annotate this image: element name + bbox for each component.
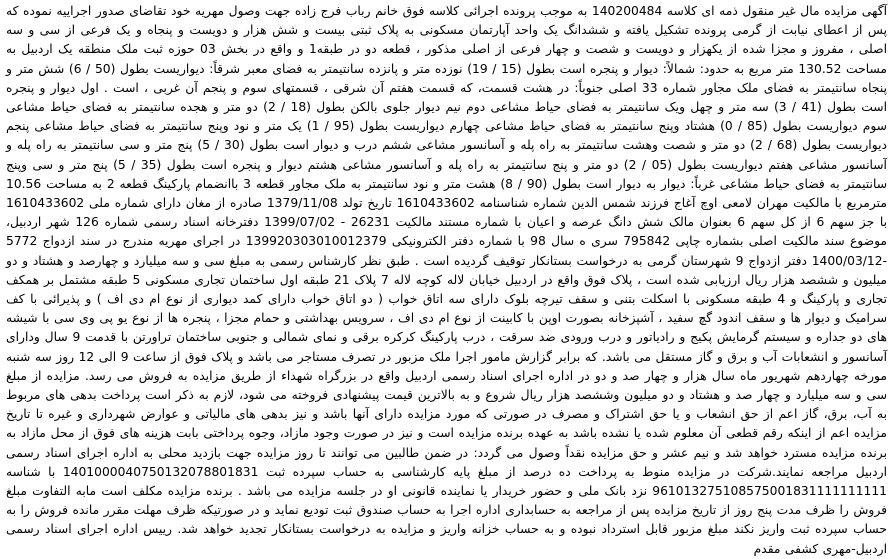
notice-body-text: آگهی مزایده مال غیر منقول ذمه ای کلاسه 140200484 به موجب پرونده اجرائی کلاسه فوق خانم رباب فرج زاده جهت وصول مهریه خود تقاضای صدور اجراییه نموده که پس از اعطای نیابت از گرمی پرونده تشکیل یافته و ششدانگ یک واحد آپارتمان مسکونی به پلاک ثبتی بیست و شش هزار و دویست و پنجاه و یک فرعی از سی و سه اصلی ، مفروز و مجزا شده از یکهزار و دویست و شصت و چهار فرعی از اصلی مذکور ، قطعه دو در طبقه1 و واقع در بخش 03 حوزه ثبت ملک منطقه یک اردبیل به مساحت 130.52 متر مربع به حدود: شمالاً: دیوار و پنجره است بطول (15 / 19) نوزده متر و پانزده سانتیمتر به فضای معبر شرقاً: دیواریست بطول (50 / 6) شش متر و پنجاه سانتیمتر به فضای ملک مجاور شماره 33 اصلی جنوباً: در هشت قسمت، که قسمت هفتم آن شرقی ، قسمتهای سوم و پنجم آن غربی ، است . اول دیوار و پنجره است بطول (41 / 3) سه متر و چهل ویک سانتیمتر به فضای حیاط مشاعی دوم نیم دیوار جلوی بالکن بطول (18 / 2) دو متر و هجده سانتیمتر به فضای حیاط مشاعی سوم دیواریست بطول (85 / 0) هشتاد وپنج سانتیمتر به فضای حیاط مشاعی چهارم دیواریست بطول (95 / 1) یک متر و نود وپنج سانتیمتر به فضای حیاط مشاعی پنجم دیواریست بطول (68 / 2) دو متر و شصت وهشت سانتیمتر به راه پله و آسانسور مشاعی ششم درب و دیوار است بطول (30 / 5) پنج متر و سی سانتیمتر به راه پله و آسانسور مشاعی هفتم دیواریست بطول (05 / 2) دو متر و پنج سانتیمتر به راه پله و آسانسور مشاعی هشتم دیوار و پنجره است بطول (35 / 5) پنج متر و سی وپنج سانتیمتر به فضای حیاط مشاعی غرباً: دیوار به دیوار است بطول (90 / 8) هشت متر و نود سانتیمتر به ملک مجاور قطعه 3 باانضمام پارکینگ قطعه 2 به مساحت 10.56 مترمربع با مالکیت مهران لامعی اوچ آغاج فرزند شمس الدین شماره شناسنامه 1610433602 تاریخ تولد 1379/11/08 صادره از مغان دارای شماره ملی 1610433602 با جز سهم 6 از کل سهم 6 بعنوان مالک شش دانگ عرصه و اعیان با شماره مستند مالکیت 26231 - 1399/07/02 دفترخانه اسناد رسمی شماره 126 شهر اردبیل، موضوع سند مالکیت اصلی بشماره چاپی 795842 سری ه سال 98 با شماره دفتر الکترونیکی 139920303010012379 در اجرای مهریه مندرج در سند ازدواج 5772 -1400/03/12 دفتر ازدواج 9 شهرستان گرمی به درخواست بستانکار توقیف گردیده است . طبق نظر کارشناس رسمی به مبلغ سی و سه میلیارد و چهارصد و هشتاد و دو میلیون و ششصد هزار ریال ارزیابی شده است ، پلاک فوق واقع در اردبیل خیابان لاله کوچه لاله 7 پلاک 21 طبقه اول ساختمان تجاری مسکونی 5 طبقه مشتمل بر همکف تجاری و پارکینگ و 4 طبقه مسکونی با اسکلت بتنی و سقف تیرچه بلوک دارای سه اتاق خواب ( دو اتاق خواب دارای کمد دیواری از نوع ام دی اف ) و پذیرائی با کف سرامیک و دیوار ها و سقف اندود گچ سفید ، آشپزخانه بصورت اوپن با کابینت از نوع ام دی اف ، سرویس بهداشتی و حمام مجزا ، پنجره ها از نوع یو پی وی سی با شیشه های دو جداره و سیستم گرمایش پکیج و رادیاتور و درب ورودی ضد سرقت ، درب پارکینگ کرکره برقی و نمای شمالی و جنوبی ساختمان تراورتن با قدمت 9 سال ودارای آسانسور و انشعابات آب و برق و گاز مستقل می باشد. که برابر گزارش مامور اجرا ملک مزبور در تصرف مستاجر می باشد و پلاک فوق از ساعت 9 الی 12 روز سه شنبه مورخه چهاردهم شهریور ماه سال هزار و چهار صد و دو در اداره اجرای اسناد رسمی اردبیل واقع در بزرگراه شهداء از طریق مزایده به فروش می رسد. مزایده از مبلغ سی و سه میلیارد و چهار صد و هشتاد و دو میلیون وششصد هزار ریال شروع و به بالاترین قیمت پیشنهادی فروخته می شود، لازم به ذکر است پرداخت بدهی های مربوط به آب، برق، گاز اعم از حق انشعاب و یا حق اشتراک و مصرف در صورتی که مورد مزایده دارای آنها باشد و نیز بدهی های مالیاتی و عوارض شهرداری و غیره تا تاریخ مزایده اعم از اینکه رقم قطعی آن معلوم شده یا نشده باشد به عهده برنده مزایده است و نیز در صورت وجود مازاد، وجوه پرداختی بابت هزینه های فوق از محل مازاد به برنده مزایده مسترد خواهد شد و نیم عشر و حق مزایده نقداً وصول می گردد: در ضمن طالبین می توانند تا روز مزایده جهت بازدید محلی به اداره اجرای اسناد رسمی اردبیل مراجعه نمایند.شرکت در مزایده منوط به پرداخت ده درصد از مبلغ پایه کارشناسی به حساب سپرده ثبت 1401000040750132078801831 با شناسه 961013275108575001831111111111 نزد بانک ملی و حضور خریدار یا نماینده قانونی او در جلسه مزایده می باشد . برنده مزایده مکلف است مابه التفاوت مبلغ فروش را ظرف مدت پنج روز از تاریخ مزایده پس از مراجعه به حسابداری اداره اجرا به حساب صندوق ثبت تودیع نماید و در صورتیکه ظرف مهلت مقرر مانده فروش را به حساب سپرده ثبت واریز نکند مبلغ مزبور قابل استرداد نبوده و به حساب خزانه واریز و مزایده به درخواست بستانکار تجدید خواهد شد. رییس اداره اجرای اسناد رسمی اردبیل-مهری کشفی مقدم [6, 4, 888, 556]
